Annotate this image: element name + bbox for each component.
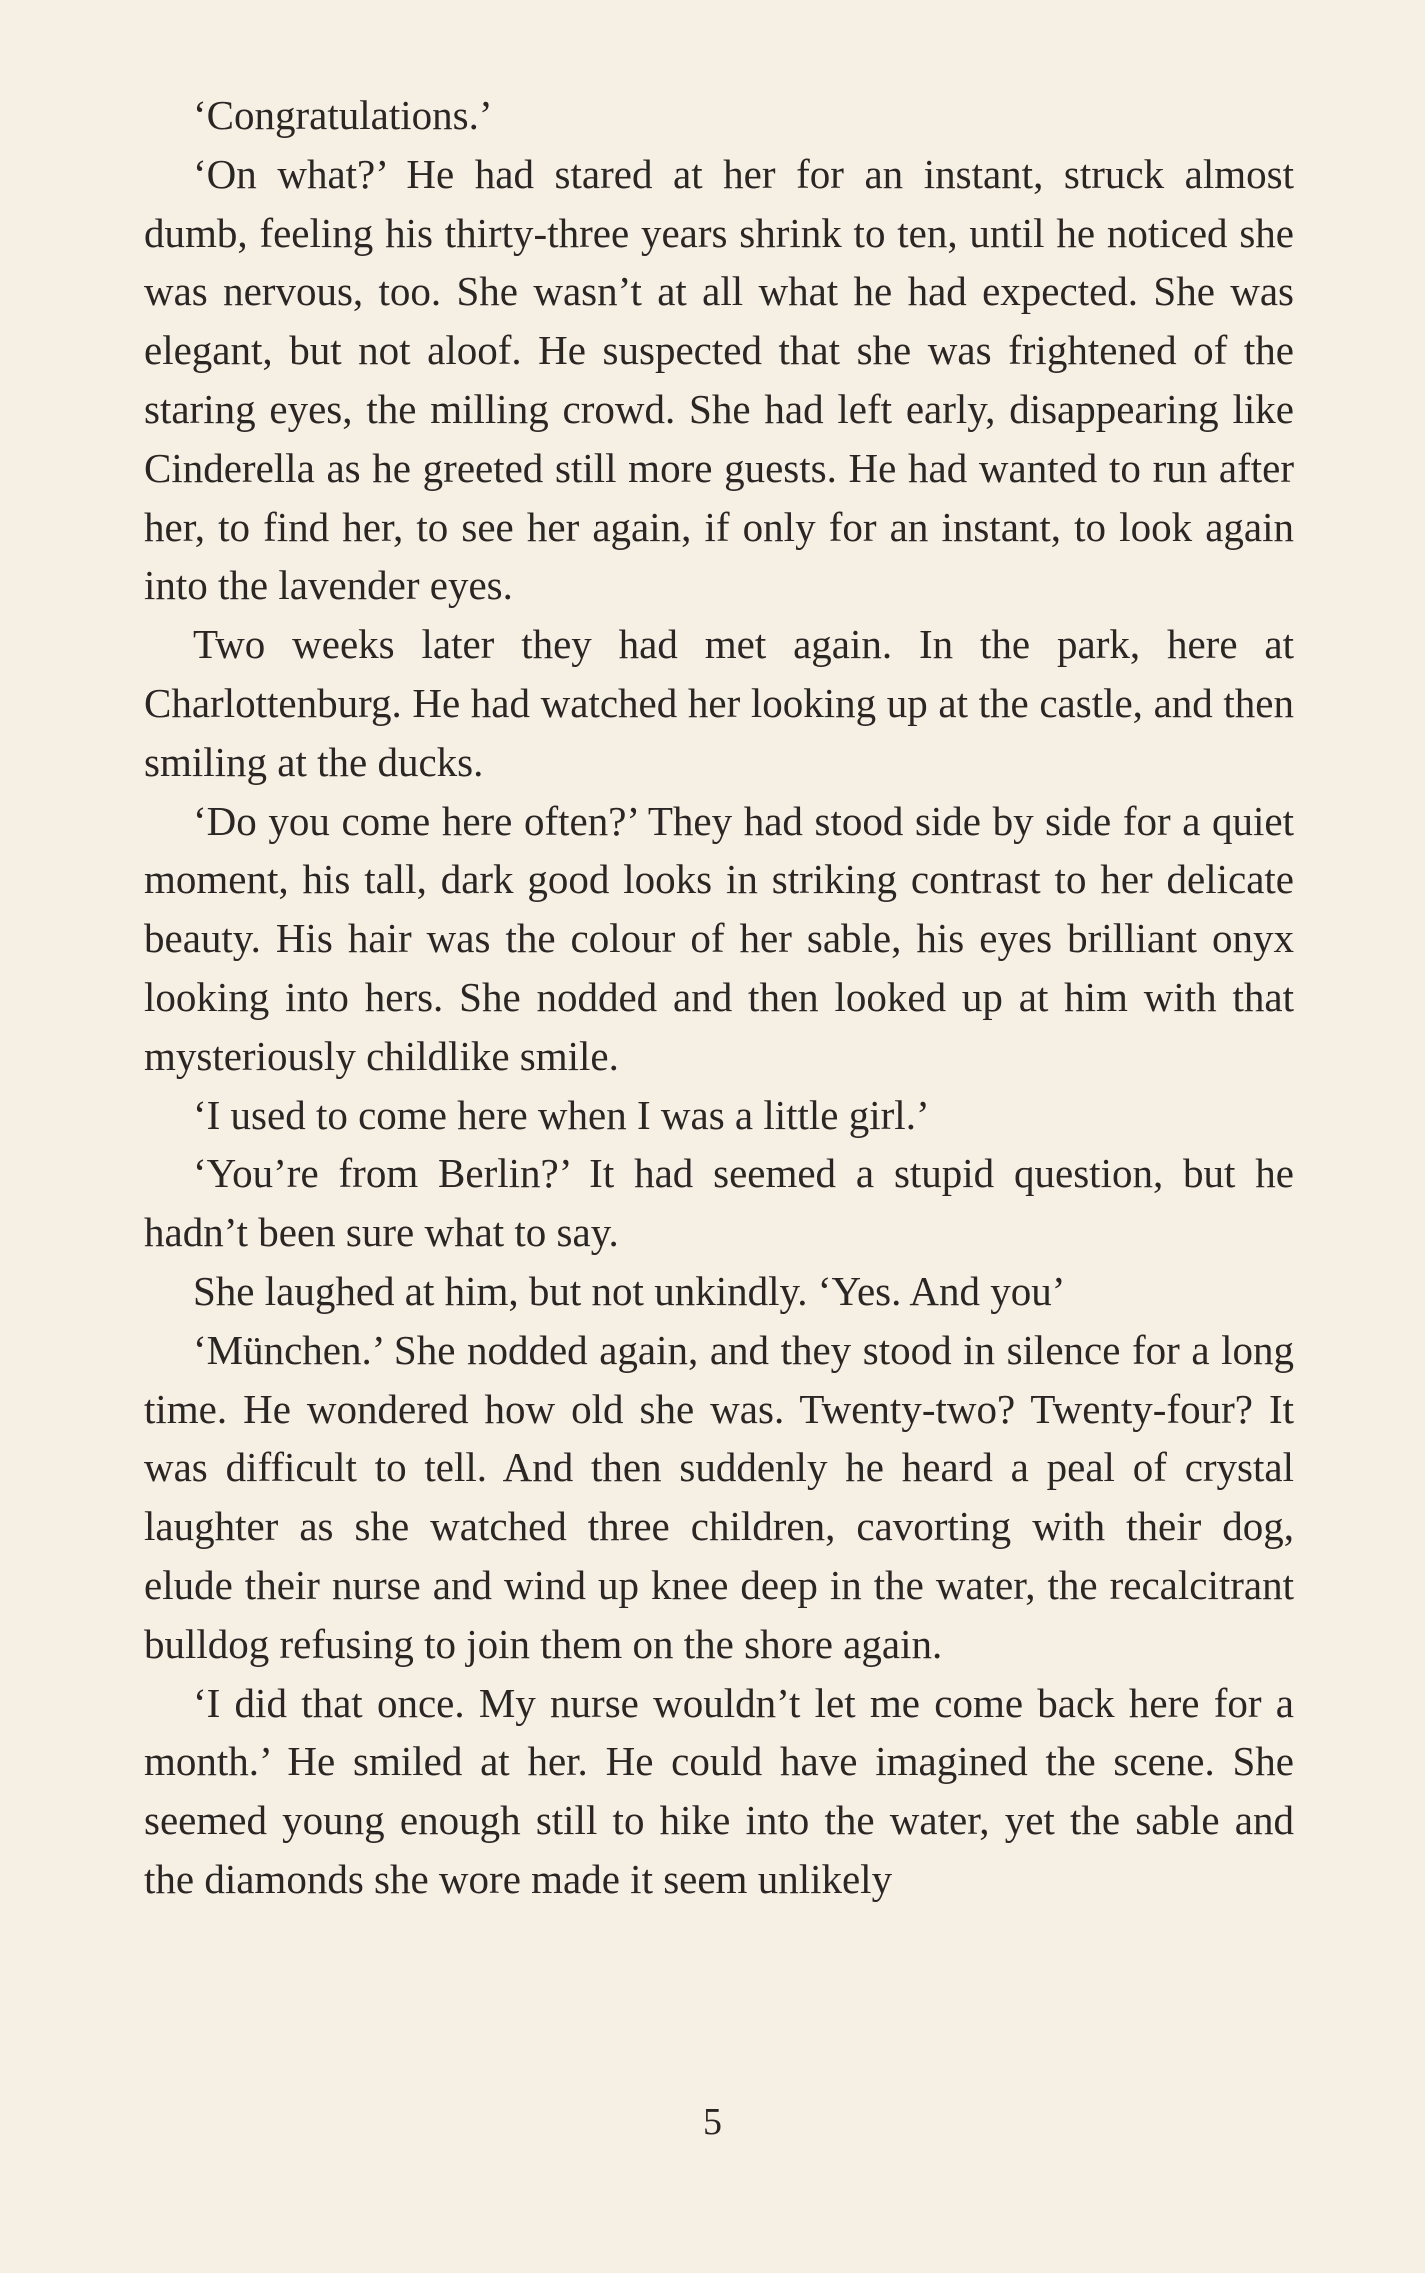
paragraph: ‘München.’ She nodded again, and they stood in silence for a long time. He wondered how old she was. Twenty-two? Twenty-four? It was difficult to tell. And then suddenly he heard a peal of crystal laughter as she watched three children, cavorting with their dog, elude their nurse and wind up knee deep in the water, the recalcitrant bulldog refusing to join them on the shore again. (144, 1326, 1294, 1667)
paragraph: ‘Congratulations.’ (193, 92, 493, 138)
paragraph: ‘On what?’ He had stared at her for an instant, struck almost dumb, feeling his thirty-three years shrink to ten, until he noticed she was nervous, too. She wasn’t at all what he had expected. She was elegant, but not aloof. He suspected that she was frightened of the staring eyes, the milling crowd. She had left early, disappearing like Cinderella as he greeted still more guests. He had wanted to run after her, to find her, to see her again, if only for an instant, to look again into the lavender eyes. (144, 150, 1294, 609)
paragraph: She laughed at him, but not unkindly. ‘Yes. And you’ (193, 1267, 1066, 1314)
paragraph: ‘You’re from Berlin?’ It had seemed a stupid question, but he hadn’t been sure what to say. (144, 1150, 1294, 1256)
paragraph: ‘I used to come here when I was a little girl.’ (193, 1091, 930, 1138)
body-text (144, 86, 1294, 1909)
paragraph: ‘Do you come here often?’ They had stood side by side for a quiet moment, his tall, dark good looks in striking contrast to her delicate beauty. His hair was the colour of her sable, his eyes brilliant onyx looking into hers. She nodded and then looked up at him with that mysteriously childlike smile. (144, 797, 1294, 1079)
paragraph: Two weeks later they had met again. In the park, here at Charlottenburg. He had watched her looking up at the castle, and then smiling at the ducks. (144, 621, 1294, 785)
page-number: 5 (703, 2101, 722, 2143)
paragraph: ‘I did that once. My nurse wouldn’t let me come back here for a month.’ He smiled at her. He could have imagined the scene. She seemed young enough still to hike into the water, yet the sable and the diamonds she wore made it seem unlikely (144, 1679, 1294, 1902)
